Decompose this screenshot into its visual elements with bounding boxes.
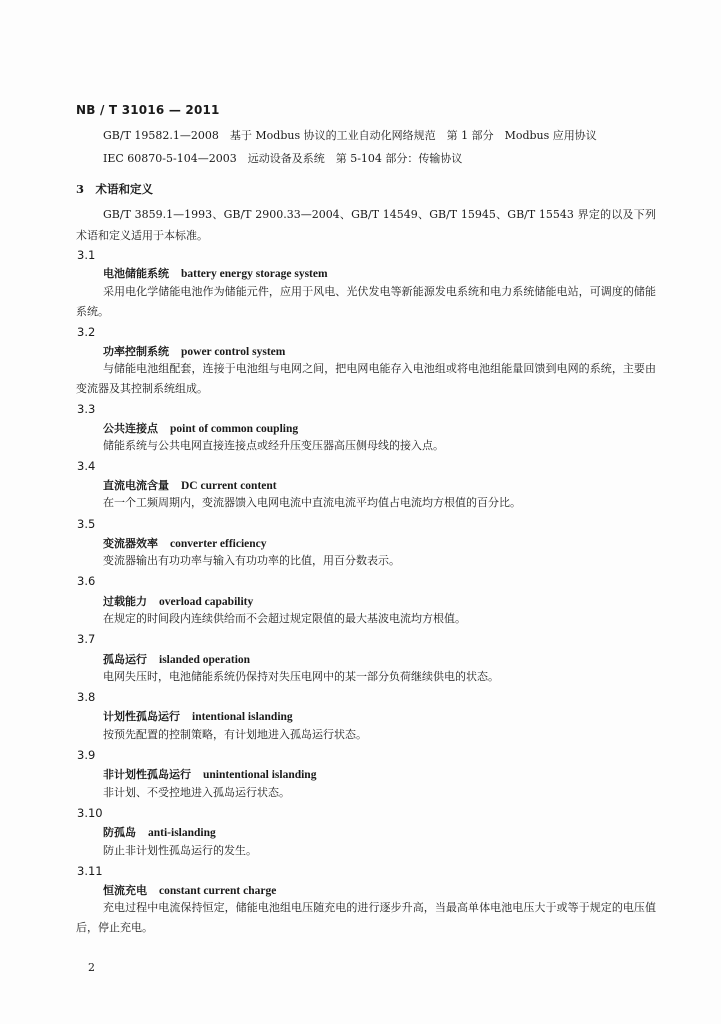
term-definition: 非计划、不受控地进入孤岛运行状态。 [103, 786, 290, 799]
term-chinese: 恒流充电 [103, 884, 147, 897]
term-number: 3.10 [77, 806, 103, 820]
term-chinese: 防孤岛 [103, 826, 136, 839]
term-english: overload capability [159, 596, 254, 608]
term-definition: 在规定的时间段内连续供给而不会超过规定限值的最大基波电流均方根值。 [103, 612, 466, 625]
term-number: 3.9 [77, 748, 96, 762]
term-english: DC current content [181, 480, 277, 492]
term-chinese: 变流器效率 [103, 537, 158, 550]
term-definition: 按预先配置的控制策略，有计划地进入孤岛运行状态。 [103, 728, 367, 741]
term-definition: 防止非计划性孤岛运行的发生。 [103, 844, 257, 857]
term-title [103, 343, 285, 359]
term-definition: 变流器输出有功功率与输入有功功率的比值，用百分数表示。 [103, 554, 400, 567]
term-chinese: 直流电流含量 [103, 479, 169, 492]
term-number: 3.11 [77, 864, 103, 878]
term-chinese: 非计划性孤岛运行 [103, 768, 191, 781]
term-english: unintentional islanding [203, 769, 317, 781]
term-chinese: 功率控制系统 [103, 345, 169, 358]
term-number: 3.8 [77, 690, 96, 704]
term-english: anti-islanding [148, 827, 216, 839]
term-chinese: 电池储能系统 [103, 267, 169, 280]
term-english: converter efficiency [170, 538, 267, 550]
term-number: 3.5 [77, 517, 96, 531]
term-chinese: 孤岛运行 [103, 653, 147, 666]
reference-iec-60870: IEC 60870-5-104—2003 远动设备及系统 第 5-104 部分：传输协议 [103, 152, 463, 165]
term-chinese: 公共连接点 [103, 422, 158, 435]
term-title [103, 265, 328, 281]
term-definition: 储能系统与公共电网直接连接点或经升压变压器高压侧母线的接入点。 [103, 439, 444, 452]
term-title [103, 824, 216, 840]
term-definition: 与储能电池组配套，连接于电池组与电网之间，把电网电能存入电池组或将电池组能量回馈到电网的系统，主要由变流器及其控制系统组成。 [76, 362, 656, 395]
term-chinese: 计划性孤岛运行 [103, 710, 180, 723]
term-title [103, 651, 250, 667]
term-english: islanded operation [159, 654, 251, 666]
term-number: 3.7 [77, 632, 96, 646]
standard-code-header: NB / T 31016 — 2011 [76, 103, 220, 117]
term-english: point of common coupling [170, 423, 299, 435]
term-number: 3.6 [77, 574, 96, 588]
term-number: 3.2 [77, 325, 96, 339]
term-definition: 充电过程中电流保持恒定，储能电池组电压随充电的进行逐步升高，当最高单体电池电压大于或等于规定的电压值后，停止充电。 [76, 901, 656, 934]
term-english: constant current charge [159, 885, 277, 897]
term-number: 3.1 [77, 248, 96, 262]
term-english: intentional islanding [192, 711, 293, 723]
section-intro: GB/T 3859.1—1993、GB/T 2900.33—2004、GB/T 14549、GB/T 15945、GB/T 15543 界定的以及下列术语和定义适用于本标准。 [76, 208, 656, 242]
term-number: 3.3 [77, 402, 96, 416]
term-title [103, 766, 316, 782]
term-definition: 电网失压时，电池储能系统仍保持对失压电网中的某一部分负荷继续供电的状态。 [103, 670, 499, 683]
term-chinese: 过载能力 [103, 595, 147, 608]
term-english: battery energy storage system [181, 268, 328, 280]
term-definition: 在一个工频周期内，变流器馈入电网电流中直流电流平均值占电流均方根值的百分比。 [103, 496, 521, 509]
term-title [103, 708, 293, 724]
term-title [103, 420, 298, 436]
section-heading: 3 术语和定义 [76, 182, 154, 196]
term-title [103, 882, 276, 898]
term-title [103, 477, 277, 493]
term-english: power control system [181, 346, 286, 358]
reference-gbt-19582: GB/T 19582.1—2008 基于 Modbus 协议的工业自动化网络规范 第 1 部分 Modbus 应用协议 [103, 129, 597, 142]
term-number: 3.4 [77, 459, 96, 473]
term-title [103, 593, 253, 609]
term-title [103, 535, 267, 551]
term-definition: 采用电化学储能电池作为储能元件，应用于风电、光伏发电等新能源发电系统和电力系统储能电站，可调度的储能系统。 [76, 285, 656, 318]
page-number: 2 [88, 961, 95, 974]
